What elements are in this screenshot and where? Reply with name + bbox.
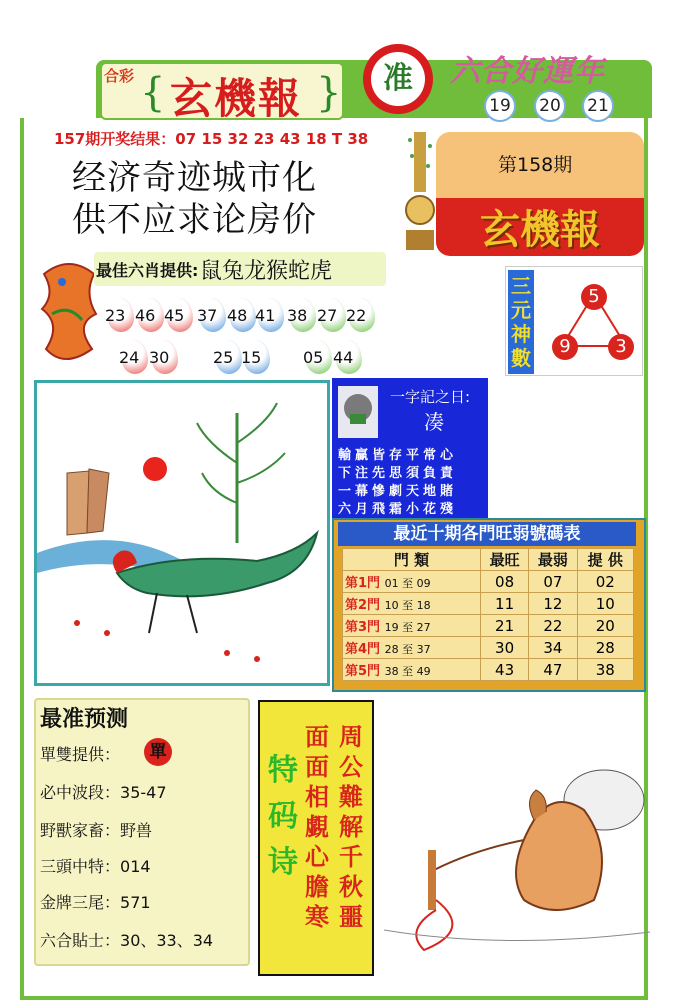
year-ball: 20 — [534, 90, 566, 122]
zodiac-label: 最佳六肖提供: — [96, 261, 199, 280]
number-label: 45 — [164, 306, 185, 325]
max-cell: 11 — [480, 593, 528, 615]
number-label: 22 — [346, 306, 367, 325]
dan-badge: 單 — [144, 738, 172, 766]
forecast-value: 野兽 — [120, 821, 153, 840]
number-label: 38 — [287, 306, 308, 325]
draw-result: 157期开奖结果：07 15 32 23 43 18 T 38 — [54, 130, 369, 148]
door-table-title: 最近十期各門旺弱號碼表 — [338, 522, 636, 546]
number-label: 37 — [197, 306, 218, 325]
one-word-char: 凑 — [424, 410, 444, 434]
forecast-value: 30、33、34 — [120, 931, 214, 950]
zodiac-value: 鼠兔龙猴蛇虎 — [200, 259, 333, 284]
lamp-illustration — [400, 126, 440, 256]
col-header: 門 類 — [343, 549, 481, 571]
forecast-row — [40, 928, 213, 951]
forecast-title: 最准预测 — [40, 707, 129, 732]
min-cell: 07 — [529, 571, 577, 593]
table-row — [343, 637, 634, 659]
number-label: 41 — [255, 306, 276, 325]
brace-left: { — [140, 70, 166, 116]
forecast-label: 金牌三尾： — [40, 893, 121, 912]
forecast-label: 野獸家畜： — [40, 821, 121, 840]
sanyuan-top: 5 — [581, 284, 607, 310]
max-cell: 30 — [480, 637, 528, 659]
door-cell: 第3門 19 至 27 — [343, 615, 481, 637]
hecai-label: 合彩 — [104, 67, 135, 85]
tema-poem-col-left: 面 面 相 覷 心 膽 寒 — [305, 722, 329, 931]
forecast-label: 三頭中特： — [40, 857, 121, 876]
door-cell: 第2門 10 至 18 — [343, 593, 481, 615]
forecast-value: 014 — [120, 857, 151, 876]
rooster-illustration — [37, 383, 327, 683]
sanyuan-left: 9 — [552, 334, 578, 360]
forecast-row — [40, 742, 120, 765]
col-header: 提 供 — [577, 549, 633, 571]
table-header-row — [343, 549, 634, 571]
max-cell: 21 — [480, 615, 528, 637]
forecast-row — [40, 890, 151, 913]
max-cell: 08 — [480, 571, 528, 593]
one-word-line: 輸贏皆存平常心 — [338, 448, 458, 463]
one-word-line: 六月飛霜小花殘 — [338, 502, 458, 517]
min-cell: 47 — [529, 659, 577, 681]
forecast-label: 單雙提供： — [40, 745, 121, 764]
poem-line-2: 供不应求论房价 — [72, 200, 317, 240]
brace-right: } — [316, 70, 342, 116]
provide-cell: 28 — [577, 637, 633, 659]
year-ball: 21 — [582, 90, 614, 122]
number-label: 27 — [317, 306, 338, 325]
door-cell: 第4門 28 至 37 — [343, 637, 481, 659]
provide-cell: 10 — [577, 593, 633, 615]
number-label: 15 — [241, 348, 262, 367]
col-header: 最弱 — [529, 549, 577, 571]
max-cell: 43 — [480, 659, 528, 681]
door-cell: 第5門 38 至 49 — [343, 659, 481, 681]
table-row — [343, 593, 634, 615]
min-cell: 22 — [529, 615, 577, 637]
sanyuan-label: 三元神數 — [508, 270, 534, 374]
number-label: 23 — [105, 306, 126, 325]
number-label: 48 — [227, 306, 248, 325]
forecast-label: 六合貼士： — [40, 931, 121, 950]
forecast-row — [40, 854, 151, 877]
zhun-text: 准 — [371, 52, 425, 106]
sanyuan-right: 3 — [608, 334, 634, 360]
table-row — [343, 659, 634, 681]
header-title: 玄機報 — [170, 74, 303, 123]
poem-line-1: 经济奇迹城市化 — [72, 158, 317, 198]
table-row — [343, 615, 634, 637]
one-word-title: 一字記之日: — [390, 388, 471, 406]
tema-poem-col-right: 周 公 難 解 千 秋 噩 — [339, 722, 363, 931]
forecast-row — [40, 780, 167, 803]
table-row — [343, 571, 634, 593]
min-cell: 34 — [529, 637, 577, 659]
door-cell: 第1門 01 至 09 — [343, 571, 481, 593]
year-ball: 19 — [484, 90, 516, 122]
provide-cell: 20 — [577, 615, 633, 637]
number-label: 46 — [135, 306, 156, 325]
number-label: 30 — [149, 348, 170, 367]
slogan: 六合好運年 — [450, 54, 605, 89]
min-cell: 12 — [529, 593, 577, 615]
number-label: 05 — [303, 348, 324, 367]
number-label: 44 — [333, 348, 354, 367]
provide-cell: 38 — [577, 659, 633, 681]
issue-name: 玄機報 — [480, 206, 600, 253]
tema-poem-label: 特 码 诗 — [268, 753, 298, 880]
one-word-line: 下注先思須負責 — [338, 466, 458, 481]
forecast-value: 35-47 — [120, 783, 167, 802]
animal-illustration — [384, 700, 650, 972]
mascot-icon — [336, 384, 380, 440]
col-header: 最旺 — [480, 549, 528, 571]
provide-cell: 02 — [577, 571, 633, 593]
forecast-value: 571 — [120, 893, 151, 912]
issue-number: 第158期 — [498, 154, 573, 176]
door-table — [342, 548, 634, 681]
number-label: 24 — [119, 348, 140, 367]
one-word-line: 一幕慘劇天地賭 — [338, 484, 458, 499]
forecast-row — [40, 818, 152, 841]
number-label: 25 — [213, 348, 234, 367]
rooster-picture — [34, 380, 330, 686]
forecast-label: 必中波段： — [40, 783, 121, 802]
